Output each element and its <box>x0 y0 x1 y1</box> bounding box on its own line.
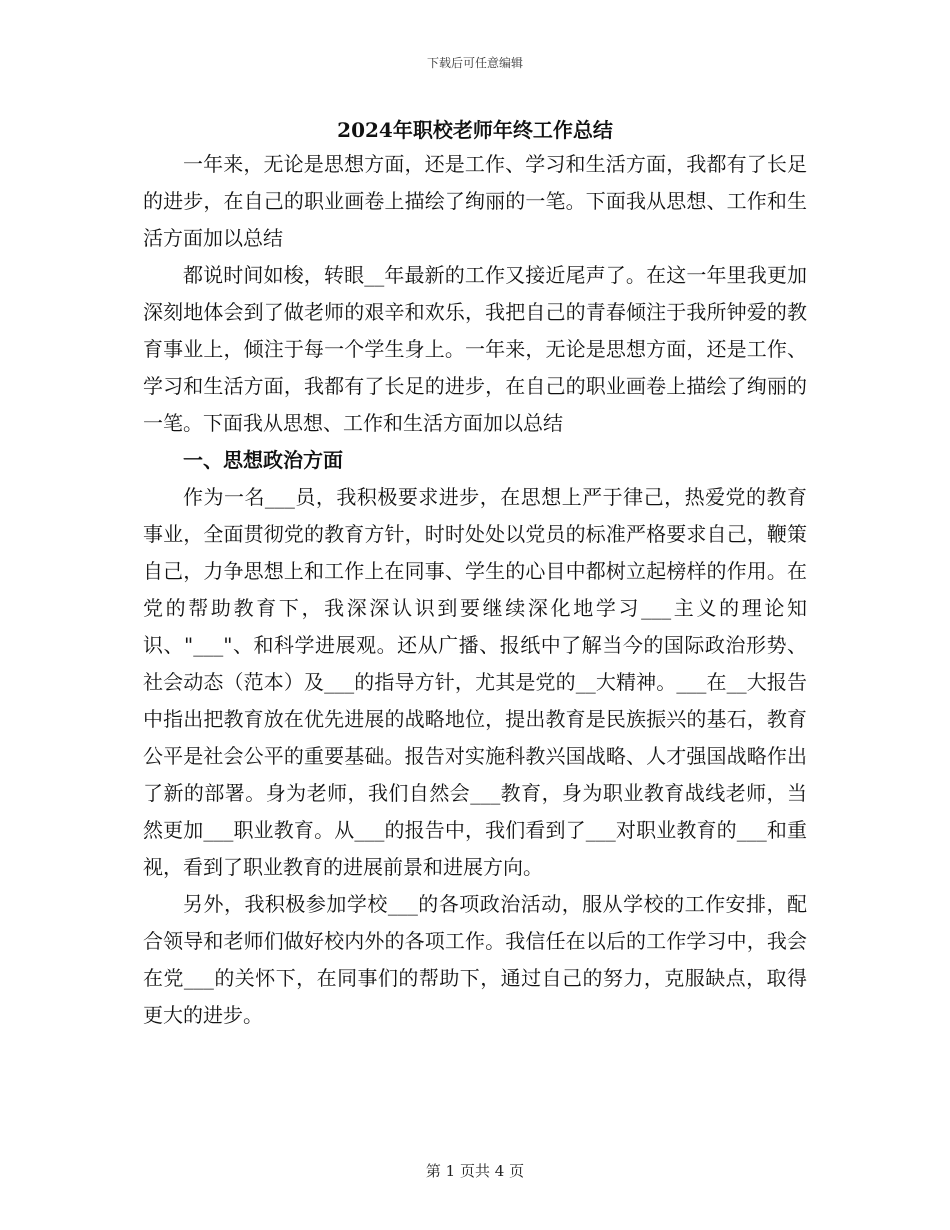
page-footer: 第 1 页共 4 页 <box>425 1162 525 1180</box>
page-header: 下载后可任意编辑 <box>426 56 523 70</box>
document-body <box>143 146 807 1034</box>
section-paragraph-1: 作为一名___员，我积极要求进步，在思想上严于律己，热爱党的教育事业，全面贯彻党的教育方针，时时处处以党员的标准严格要求自己，鞭策自己，力争思想上和工作上在同事、学生的心目中都树立起榜样的作用。在党的帮助教育下，我深深认识到要继续深化地学习___主义的理论知识、"___"、和科学进展观。还从广播、报纸中了解当今的国际政治形势、社会动态（范本）及___的指导方针，尤其是党的__大精神。___在__大报告中指出把教育放在优先进展的战略地位，提出教育是民族振兴的基石，教育公平是社会公平的重要基础。报告对实施科教兴国战略、人才强国战略作出了新的部署。身为老师，我们自然会___教育，身为职业教育战线老师，当然更加___职业教育。从___的报告中，我们看到了___对职业教育的___和重视，看到了职业教育的进展前景和进展方向。 <box>143 485 807 879</box>
intro-paragraph-2: 都说时间如梭，转眼__年最新的工作又接近尾声了。在这一年里我更加深刻地体会到了做老师的艰辛和欢乐，我把自己的青春倾注于我所钟爱的教育事业上，倾注于每一个学生身上。一年来，无论是思想方面，还是工作、学习和生活方面，我都有了长足的进步，在自己的职业画卷上描绘了绚丽的一笔。下面我从思想、工作和生活方面加以总结 <box>143 263 807 435</box>
intro-paragraph-1: 一年来，无论是思想方面，还是工作、学习和生活方面，我都有了长足的进步，在自己的职业画卷上描绘了绚丽的一笔。下面我从思想、工作和生活方面加以总结 <box>143 152 807 250</box>
section-paragraph-2: 另外，我积极参加学校___的各项政治活动，服从学校的工作安排，配合领导和老师们做好校内外的各项工作。我信任在以后的工作学习中，我会在党___的关怀下，在同事们的帮助下，通过自己的努力，克服缺点，取得更大的进步。 <box>143 892 807 1027</box>
document-title: 2024年职校老师年终工作总结 <box>337 118 613 142</box>
section-heading: 一、思想政治方面 <box>183 448 343 472</box>
